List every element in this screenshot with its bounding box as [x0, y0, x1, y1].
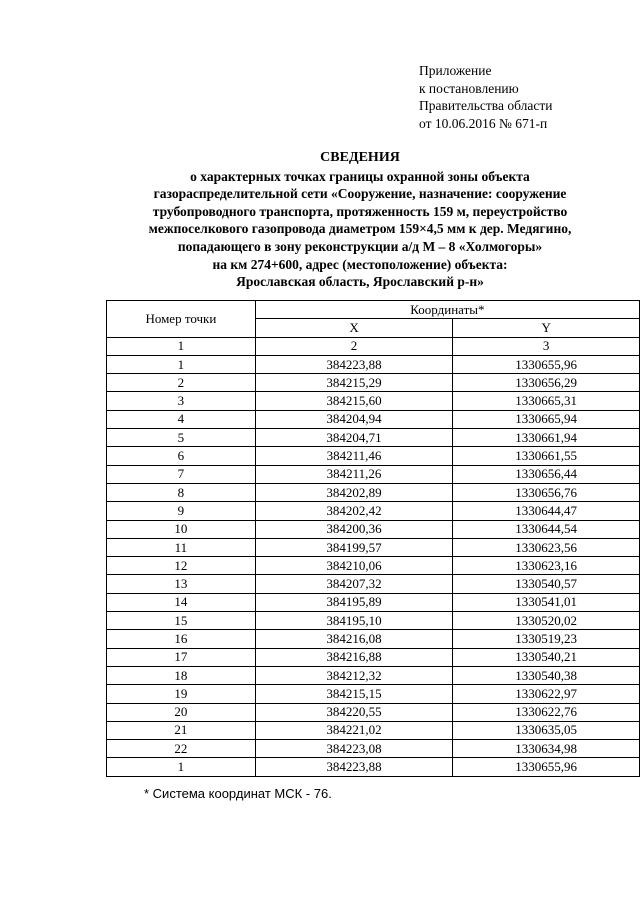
y-coordinate-cell: 1330656,76: [453, 483, 640, 501]
table-header-row: [107, 301, 640, 319]
table-row: [107, 447, 640, 465]
title-main: СВЕДЕНИЯ: [320, 150, 400, 165]
y-coordinate-cell: 1330634,98: [453, 740, 640, 758]
x-coordinate-cell: 384223,88: [255, 758, 453, 776]
x-coordinate-cell: 384215,15: [255, 685, 453, 703]
column-number: 1: [107, 337, 256, 355]
point-number-cell: 21: [107, 721, 256, 739]
title-line: межпоселкового газопровода диаметром 159×4,5 мм к дер. Медягино,: [148, 221, 572, 237]
title-line: на км 274+600, адрес (местоположение) объекта:: [212, 256, 508, 272]
y-coordinate-cell: 1330661,55: [453, 447, 640, 465]
point-number-cell: 16: [107, 630, 256, 648]
title-line: газораспределительной сети «Сооружение, назначение: сооружение: [153, 186, 567, 202]
point-number-cell: 20: [107, 703, 256, 721]
x-coordinate-cell: 384204,71: [255, 429, 453, 447]
x-coordinate-cell: 384210,06: [255, 557, 453, 575]
column-number-row: [107, 337, 640, 355]
x-coordinate-cell: 384202,89: [255, 483, 453, 501]
table-row: [107, 721, 640, 739]
y-coordinate-cell: 1330656,44: [453, 465, 640, 483]
y-coordinate-cell: 1330622,97: [453, 685, 640, 703]
table-row: [107, 502, 640, 520]
y-coordinate-cell: 1330644,54: [453, 520, 640, 538]
header-coordinates: Координаты*: [255, 301, 639, 319]
point-number-cell: 4: [107, 410, 256, 428]
x-coordinate-cell: 384211,26: [255, 465, 453, 483]
x-coordinate-cell: 384199,57: [255, 538, 453, 556]
table-row: [107, 392, 640, 410]
table-row: [107, 593, 640, 611]
document-title: [60, 149, 640, 291]
x-coordinate-cell: 384204,94: [255, 410, 453, 428]
point-number-cell: 5: [107, 429, 256, 447]
x-coordinate-cell: 384223,88: [255, 355, 453, 373]
point-number-cell: 22: [107, 740, 256, 758]
column-number: 3: [453, 337, 640, 355]
x-coordinate-cell: 384216,08: [255, 630, 453, 648]
title-line: попадающего в зону реконструкции а/д М – 8 «Холмогоры»: [177, 238, 543, 254]
point-number-cell: 2: [107, 374, 256, 392]
table-row: [107, 758, 640, 776]
y-coordinate-cell: 1330655,96: [453, 355, 640, 373]
y-coordinate-cell: 1330635,05: [453, 721, 640, 739]
x-coordinate-cell: 384215,60: [255, 392, 453, 410]
coordinates-table: [106, 300, 640, 777]
y-coordinate-cell: 1330520,02: [453, 612, 640, 630]
y-coordinate-cell: 1330665,94: [453, 410, 640, 428]
table-row: [107, 520, 640, 538]
x-coordinate-cell: 384195,89: [255, 593, 453, 611]
point-number-cell: 7: [107, 465, 256, 483]
x-coordinate-cell: 384223,08: [255, 740, 453, 758]
point-number-cell: 9: [107, 502, 256, 520]
point-number-cell: 19: [107, 685, 256, 703]
title-line: трубопроводного транспорта, протяженность 159 м, переустройство: [152, 203, 568, 219]
point-number-cell: 14: [107, 593, 256, 611]
appendix-note: [419, 62, 552, 132]
point-number-cell: 11: [107, 538, 256, 556]
table-row: [107, 557, 640, 575]
table-row: [107, 630, 640, 648]
x-coordinate-cell: 384202,42: [255, 502, 453, 520]
x-coordinate-cell: 384215,29: [255, 374, 453, 392]
y-coordinate-cell: 1330623,16: [453, 557, 640, 575]
point-number-cell: 6: [107, 447, 256, 465]
appendix-line: от 10.06.2016 № 671-п: [419, 115, 548, 131]
header-x: X: [255, 319, 453, 337]
point-number-cell: 8: [107, 483, 256, 501]
table-row: [107, 612, 640, 630]
table-row: [107, 355, 640, 373]
x-coordinate-cell: 384221,02: [255, 721, 453, 739]
table-row: [107, 483, 640, 501]
x-coordinate-cell: 384207,32: [255, 575, 453, 593]
footnote: * Система координат МСК - 76.: [144, 786, 332, 801]
appendix-line: Приложение: [419, 63, 492, 78]
table-row: [107, 703, 640, 721]
x-coordinate-cell: 384216,88: [255, 648, 453, 666]
point-number-cell: 15: [107, 612, 256, 630]
y-coordinate-cell: 1330540,38: [453, 666, 640, 684]
y-coordinate-cell: 1330665,31: [453, 392, 640, 410]
title-line: о характерных точках границы охранной зоны объекта: [190, 168, 530, 184]
y-coordinate-cell: 1330622,76: [453, 703, 640, 721]
point-number-cell: 10: [107, 520, 256, 538]
x-coordinate-cell: 384211,46: [255, 447, 453, 465]
table-row: [107, 374, 640, 392]
y-coordinate-cell: 1330656,29: [453, 374, 640, 392]
y-coordinate-cell: 1330661,94: [453, 429, 640, 447]
column-number: 2: [255, 337, 453, 355]
table-row: [107, 429, 640, 447]
y-coordinate-cell: 1330540,21: [453, 648, 640, 666]
y-coordinate-cell: 1330644,47: [453, 502, 640, 520]
y-coordinate-cell: 1330623,56: [453, 538, 640, 556]
appendix-line: к постановлению: [419, 80, 519, 96]
header-y: Y: [453, 319, 640, 337]
point-number-cell: 12: [107, 557, 256, 575]
y-coordinate-cell: 1330519,23: [453, 630, 640, 648]
table-row: [107, 740, 640, 758]
table-row: [107, 410, 640, 428]
table-row: [107, 575, 640, 593]
point-number-cell: 1: [107, 758, 256, 776]
y-coordinate-cell: 1330540,57: [453, 575, 640, 593]
point-number-cell: 3: [107, 392, 256, 410]
header-point-number: Номер точки: [107, 301, 256, 338]
y-coordinate-cell: 1330655,96: [453, 758, 640, 776]
table-row: [107, 666, 640, 684]
table-row: [107, 685, 640, 703]
point-number-cell: 13: [107, 575, 256, 593]
table-row: [107, 648, 640, 666]
x-coordinate-cell: 384212,32: [255, 666, 453, 684]
appendix-line: Правительства области: [419, 98, 553, 113]
table-row: [107, 465, 640, 483]
x-coordinate-cell: 384195,10: [255, 612, 453, 630]
point-number-cell: 17: [107, 648, 256, 666]
x-coordinate-cell: 384220,55: [255, 703, 453, 721]
point-number-cell: 1: [107, 355, 256, 373]
y-coordinate-cell: 1330541,01: [453, 593, 640, 611]
x-coordinate-cell: 384200,36: [255, 520, 453, 538]
point-number-cell: 18: [107, 666, 256, 684]
title-line: Ярославская область, Ярославский р-н»: [236, 274, 484, 290]
table-row: [107, 538, 640, 556]
